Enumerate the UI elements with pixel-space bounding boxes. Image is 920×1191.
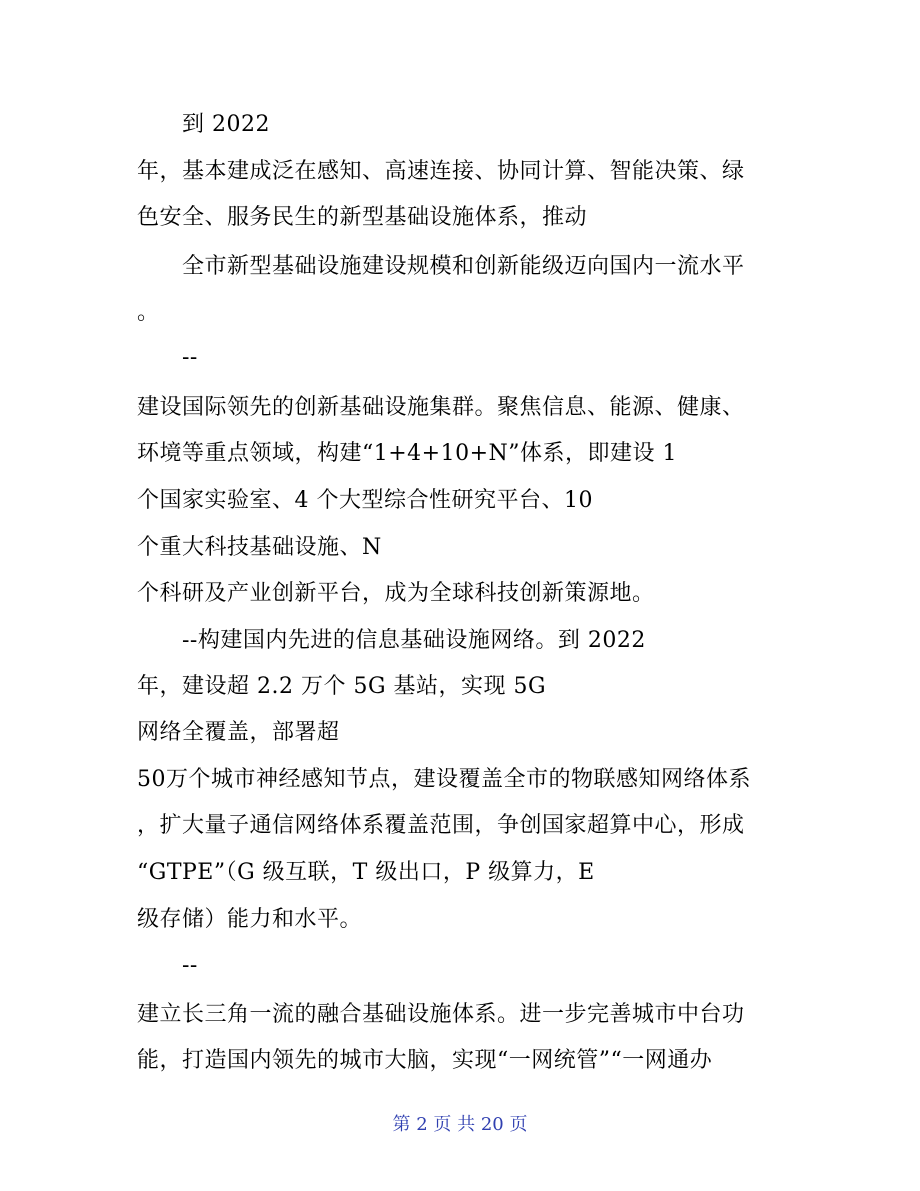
text-line: 建立长三角一流的融合基础设施体系。进一步完善城市中台功 bbox=[137, 1002, 745, 1027]
text-line: 到 2022 bbox=[182, 112, 270, 137]
text-line: 个科研及产业创新平台，成为全球科技创新策源地。 bbox=[137, 581, 655, 606]
text-line: 建设国际领先的创新基础设施集群。聚焦信息、能源、健康、 bbox=[137, 395, 745, 420]
text-line: 50万个城市神经感知节点，建设覆盖全市的物联感知网络体系 bbox=[137, 767, 751, 792]
text-line: 色安全、服务民生的新型基础设施体系，推动 bbox=[137, 205, 588, 230]
text-line: ，扩大量子通信网络体系覆盖范围，争创国家超算中心，形成 bbox=[137, 813, 745, 838]
page-number-footer: 第 2 页 共 20 页 bbox=[392, 1114, 528, 1135]
text-line: 能，打造国内领先的城市大脑，实现“一网统管”“一网通办 bbox=[137, 1048, 713, 1073]
text-line: 个国家实验室、4 个大型综合性研究平台、10 bbox=[137, 488, 593, 513]
text-line: 个重大科技基础设施、N bbox=[137, 535, 382, 560]
text-line: --构建国内先进的信息基础设施网络。到 2022 bbox=[182, 628, 646, 653]
text-line: 年，基本建成泛在感知、高速连接、协同计算、智能决策、绿 bbox=[137, 159, 745, 184]
text-line: -- bbox=[182, 345, 198, 370]
text-line: -- bbox=[182, 953, 198, 978]
text-line: 。 bbox=[137, 300, 160, 325]
text-line: 全市新型基础设施建设规模和创新能级迈向国内一流水平 bbox=[182, 254, 745, 279]
text-line: “GTPE”（G 级互联，T 级出口，P 级算力，E bbox=[137, 860, 595, 885]
text-line: 网络全覆盖，部署超 bbox=[137, 720, 340, 745]
text-line: 级存储）能力和水平。 bbox=[137, 907, 363, 932]
text-line: 环境等重点领域，构建“1+4+10+N”体系，即建设 1 bbox=[137, 441, 678, 466]
text-line: 年，建设超 2.2 万个 5G 基站，实现 5G bbox=[137, 674, 547, 699]
